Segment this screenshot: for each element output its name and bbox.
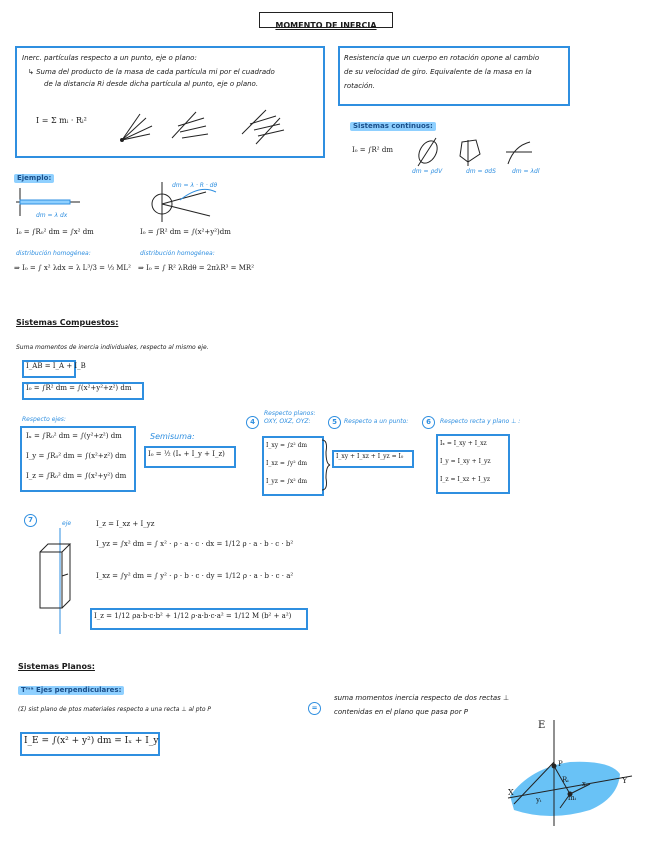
compound-origin-formula: I₀ = ∫R² dm = ∫(x²+y²+z²) dm [26, 384, 132, 392]
circle-7: 7 [24, 514, 37, 527]
prism-line-2: I_yz = ∫x² dm = ∫ x² · ρ · a · c · dx = 1/12 ρ · a · b · c · b² [96, 540, 294, 548]
axes-label: Respecto ejes: [22, 416, 66, 423]
page-title: MOMENTO DE INERCIA [259, 12, 393, 28]
circle-6: 6 [422, 416, 435, 429]
ring-formula: I₀ = ∫R² dm = ∫(x²+y²)dm [140, 228, 231, 236]
particle-sketches [116, 104, 296, 148]
ring-subtitle: distribución homogénea: [140, 250, 215, 257]
continuous-shapes [410, 132, 550, 172]
plane-diagram [500, 718, 640, 828]
diagram-label-R: Rᵢ [562, 776, 569, 784]
definition-formula: I = Σ mᵢ · Rᵢ² [36, 116, 87, 125]
theorem-badge: Tᵐᵃ Ejes perpendiculares: [18, 686, 124, 695]
theorem-statement: (Σ) sist plano de ptos materiales respecto a una recta ⊥ al pto P [18, 706, 212, 713]
compound-sum-formula: I_AB = I_A + I_B [26, 362, 86, 370]
disk-label: dm = λ · R · dθ [172, 182, 218, 189]
prism-line-3: I_xz = ∫y² dm = ∫ y² · ρ · b · c · dy = 1/12 ρ · a · b · c · a² [96, 572, 294, 580]
semisuma-formula: I₀ = ½ (Iₓ + I_y + I_z) [148, 450, 225, 458]
continuous-label-surface: dm = σdS [466, 168, 496, 175]
point-formula: I_xy + I_xz + I_yz = I₀ [336, 453, 404, 460]
planes-formula-yz: I_yz = ∫x² dm [266, 478, 308, 485]
examples-badge: Ejemplo: [14, 174, 54, 183]
rod-result: ⇒ I₀ = ∫ x² λdx = λ L³/3 = ⅓ ML² [14, 264, 131, 272]
diagram-label-E: E [538, 720, 546, 731]
continuous-systems-badge: Sistemas continuos: [350, 122, 436, 131]
plane-formula: I_E = ∫(x² + y²) dm = Iₓ + I_y [24, 736, 159, 746]
prism-line-4: I_z = 1/12 ρa·b·c·b² + 1/12 ρ·a·b·c·a² = 1/12 M (b² + a²) [94, 612, 292, 620]
definition-line-2: ↳ Suma del producto de la masa de cada partícula mi por el cuadrado [28, 68, 275, 76]
line-plane-label: Respecto recta y plano ⊥ : [440, 418, 521, 425]
theorem-statement-2b: contenidas en el plano que pasa por P [334, 708, 469, 716]
resistance-line-1: Resistencia que un cuerpo en rotación opone al cambio [344, 54, 540, 62]
continuous-label-line: dm = λdl [512, 168, 540, 175]
theorem-statement-2a: suma momentos inercia respecto de dos rectas ⊥ [334, 694, 510, 702]
plane-systems-heading: Sistemas Planos: [18, 662, 95, 671]
diagram-label-X: X [508, 788, 514, 797]
planes-label: Respecto planos: OXY, OXZ, OYZ: [264, 410, 316, 425]
ring-result: ⇒ I₀ = ∫ R² λRdθ = 2πλR³ = MR² [138, 264, 254, 272]
definition-line-3: de la distancia Ri desde dicha partícula al punto, eje o plano. [44, 80, 259, 88]
axes-formula-z: I_z = ∫R₀² dm = ∫(x²+y²) dm [26, 472, 127, 480]
lp-formula-y: I_y = I_xy + I_yz [440, 458, 491, 465]
axes-formula-y: I_y = ∫R₀² dm = ∫(x²+z²) dm [26, 452, 127, 460]
semisuma-label: Semisuma: [150, 432, 195, 441]
continuous-formula: I₀ = ∫R² dm [352, 146, 393, 154]
continuous-label-volume: dm = ρdV [412, 168, 443, 175]
planes-formula-xy: I_xy = ∫z² dm [266, 442, 308, 449]
brace [320, 438, 332, 492]
planes-formula-xz: I_xz = ∫y² dm [266, 460, 308, 467]
diagram-label-x: xᵢ [582, 780, 588, 788]
point-label: Respecto a un punto: [344, 418, 409, 425]
rod-label: dm = λ dx [36, 212, 68, 219]
circle-5: 5 [328, 416, 341, 429]
compound-text: Suma momentos de inercia individuales, respecto al mismo eje. [16, 344, 209, 351]
resistance-line-2: de su velocidad de giro. Equivalente de la masa en la [344, 68, 532, 76]
prism-axis-label: eje [62, 520, 72, 527]
diagram-label-P: P [558, 760, 563, 768]
diagram-label-y: yᵢ [536, 796, 542, 804]
diagram-label-Y: Y [622, 776, 628, 785]
prism-line-1: I_z = I_xz + I_yz [96, 520, 155, 528]
rod-formula: I₀ = ∫R₀² dm = ∫x² dm [16, 228, 94, 236]
lp-formula-z: I_z = I_xz + I_yz [440, 476, 491, 483]
axes-formula-x: Iₓ = ∫R₀² dm = ∫(y²+z²) dm [26, 432, 122, 440]
compound-heading: Sistemas Compuestos: [16, 318, 119, 327]
rod-subtitle: distribución homogénea: [16, 250, 91, 257]
prism-sketch [28, 526, 78, 636]
equals-circle: = [308, 702, 321, 715]
resistance-line-3: rotación. [344, 82, 375, 90]
lp-formula-x: Iₓ = I_xy + I_xz [440, 440, 487, 447]
circle-4: 4 [246, 416, 259, 429]
definition-line-1: Inerc. partículas respecto a un punto, eje o plano: [22, 54, 197, 62]
diagram-label-m: mᵢ [568, 794, 577, 802]
